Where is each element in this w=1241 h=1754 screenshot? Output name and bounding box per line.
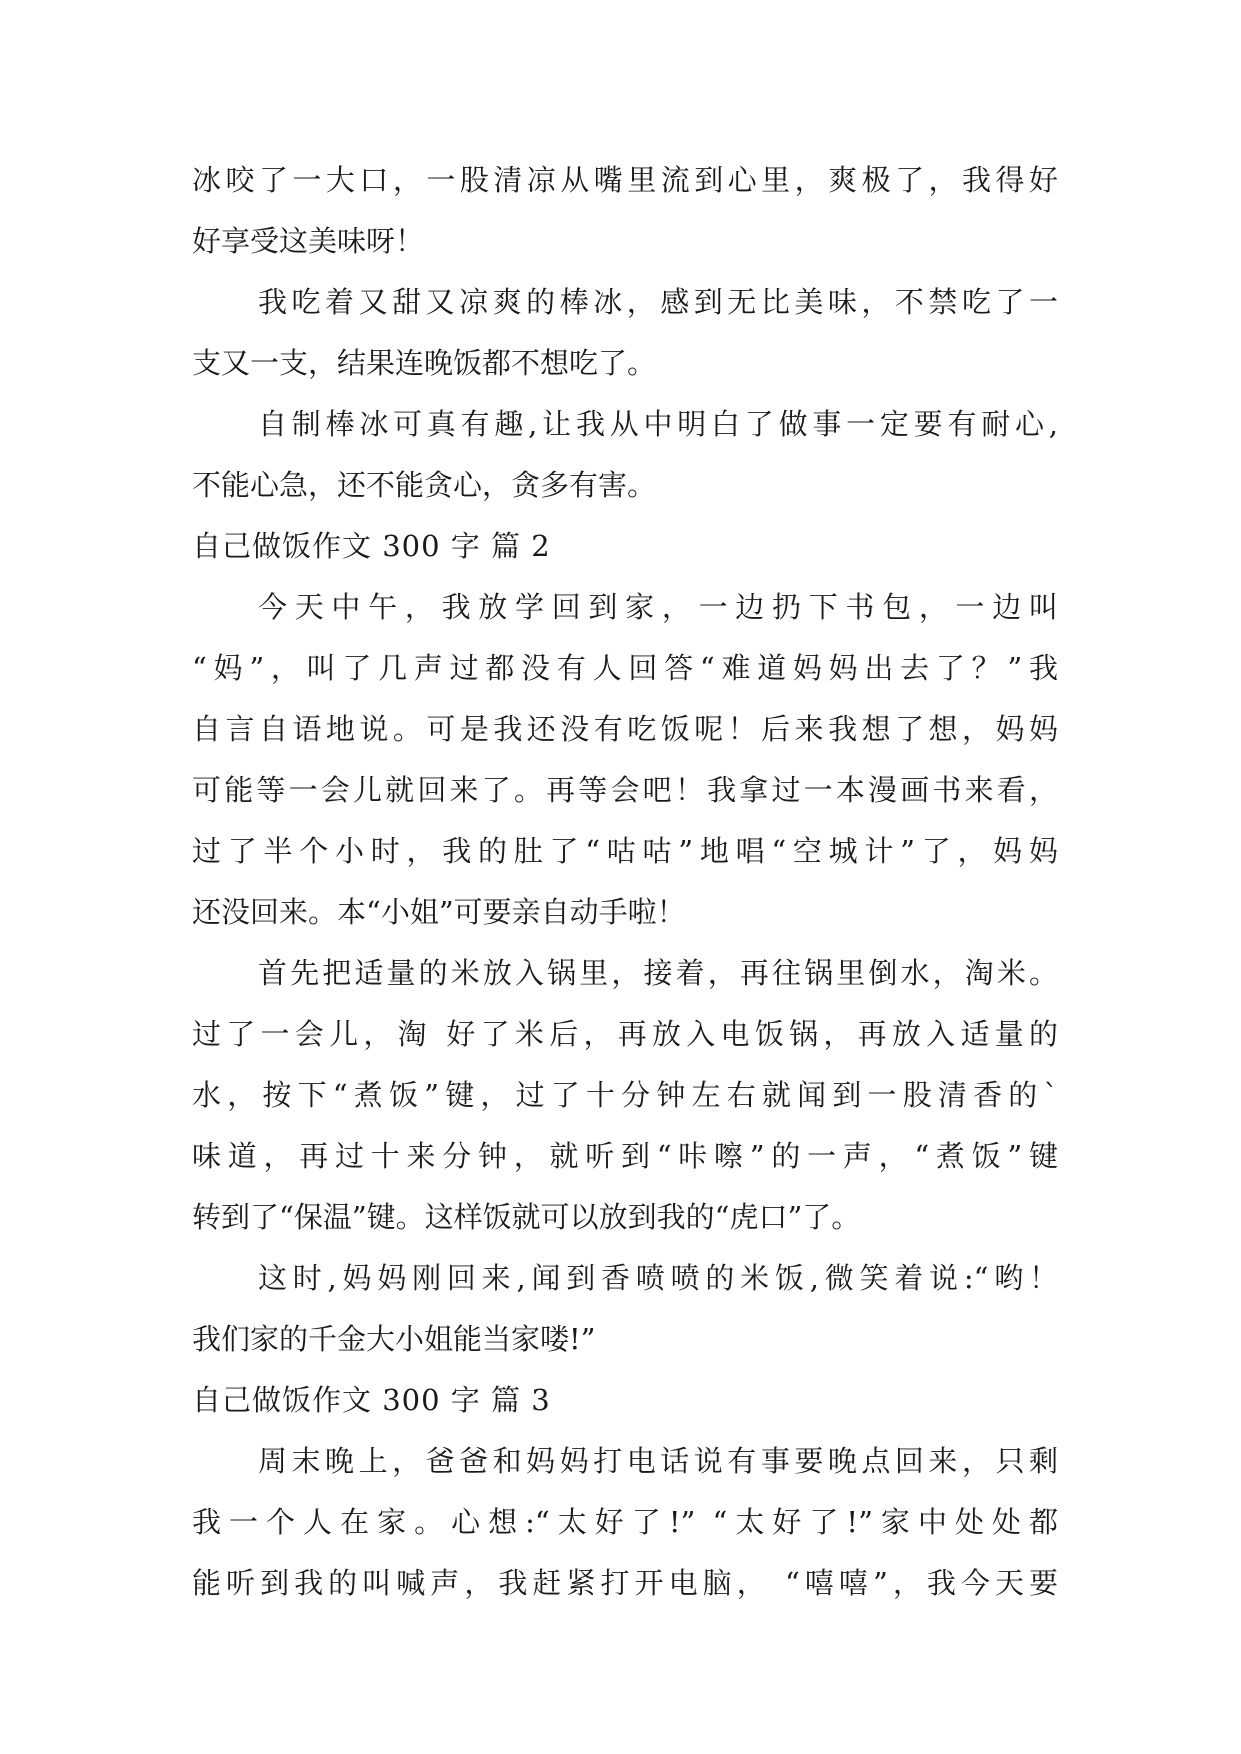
- text-line: 支又一支，结果连晚饭都不想吃了。: [192, 346, 657, 380]
- text-line: 过了半个小时，我的肚了“咕咕”地唱“空城计”了，妈妈: [192, 834, 1058, 868]
- text-line: “妈”，叫了几声过都没有人回答“难道妈妈出去了？”我: [192, 651, 1058, 685]
- text-line: 冰咬了一大口，一股清凉从嘴里流到心里，爽极了，我得好: [192, 163, 1058, 197]
- document-page: [192, 150, 1058, 1614]
- text-line: 首先把适量的米放入锅里，接着，再往锅里倒水，淘米。: [258, 956, 1058, 990]
- section-heading: 自己做饭作文 300 字 篇 3: [192, 1383, 551, 1417]
- text-line: 转到了“保温”键。这样饭就可以放到我的“虎口”了。: [192, 1200, 861, 1234]
- text-line: 能听到我的叫喊声，我赶紧打开电脑， “嘻嘻”，我今天要: [192, 1566, 1058, 1600]
- text-line: 周末晚上，爸爸和妈妈打电话说有事要晚点回来，只剩: [258, 1444, 1058, 1478]
- text-line: 我们家的千金大小姐能当家喽!”: [192, 1322, 596, 1356]
- text-line: 不能心急，还不能贪心，贪多有害。: [192, 468, 657, 502]
- text-line: 水，按下“煮饭”键，过了十分钟左右就闻到一股清香的`: [192, 1078, 1058, 1112]
- text-line: 今天中午，我放学回到家，一边扔下书包，一边叫: [258, 590, 1058, 624]
- text-line: 这时,妈妈刚回来,闻到香喷喷的米饭,微笑着说:“哟！: [258, 1261, 1058, 1295]
- text-line: 还没回来。本“小姐”可要亲自动手啦！: [192, 895, 686, 929]
- text-line: 味道，再过十来分钟，就听到“咔嚓”的一声，“煮饭”键: [192, 1139, 1058, 1173]
- text-line: 可能等一会儿就回来了。再等会吧！我拿过一本漫画书来看，: [192, 773, 1058, 807]
- section-heading: 自己做饭作文 300 字 篇 2: [192, 529, 551, 563]
- text-line: 我一个人在家。心想:“太好了!” “太好了!”家中处处都: [192, 1505, 1058, 1539]
- text-line: 自言自语地说。可是我还没有吃饭呢！后来我想了想，妈妈: [192, 712, 1058, 746]
- text-line: 我吃着又甜又凉爽的棒冰，感到无比美味，不禁吃了一: [258, 285, 1058, 319]
- text-line: 过了一会儿，淘 好了米后，再放入电饭锅，再放入适量的: [192, 1017, 1058, 1051]
- text-line: 好享受这美味呀！: [192, 224, 425, 258]
- text-line: 自制棒冰可真有趣,让我从中明白了做事一定要有耐心,: [258, 407, 1058, 441]
